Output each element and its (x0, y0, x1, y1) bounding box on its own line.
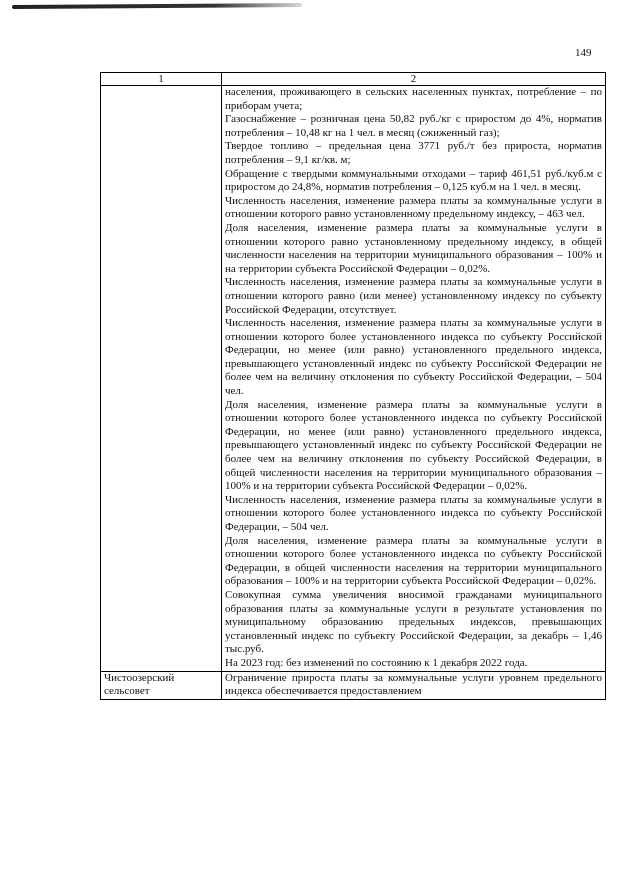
paragraph: населения, проживающего в сельских населенных пунктах, потребление – по приборам учета; (225, 86, 602, 112)
measures-cell (222, 86, 606, 672)
paragraph: Численность населения, изменение размера платы за коммунальные услуги в отношении которого равно (или менее) установленному индексу по субъекту Российской Федерации, отсутствует. (225, 276, 602, 316)
column-header-2: 2 (222, 73, 606, 86)
table-header-row (101, 73, 606, 86)
scan-edge-mark (12, 3, 302, 9)
municipality-cell: Чистоозерский сельсовет (101, 671, 222, 699)
paragraph: Доля населения, изменение размера платы за коммунальные услуги в отношении которого равно установленному предельному индексу, в общей численности населения на территории муниципального образования – 100% и на территории субъекта Российской Федерации – 0,02%. (225, 221, 602, 275)
paragraph: Твердое топливо – предельная цена 3771 руб./т без прироста, норматив потребления – 9,1 кг/кв. м; (225, 140, 602, 166)
page-number: 149 (575, 47, 592, 59)
table-row (101, 671, 606, 699)
paragraph: Доля населения, изменение размера платы за коммунальные услуги в отношении которого более установленного индекса по субъекту Российской Федерации, но менее (или равно) установленного предельного индекса, превышающего установленный индекс по субъекту Российской Федерации не более чем на величину отклонения по субъекту Российской Федерации, в общей численности населения на территории муниципального образования – 100% и на территории субъекта Российской Федерации – 0,02%. (225, 398, 602, 493)
column-header-1: 1 (101, 73, 222, 86)
paragraph: Газоснабжение – розничная цена 50,82 руб./кг с приростом до 4%, норматив потребления – 10,48 кг на 1 чел. в месяц (сжиженный газ); (225, 113, 602, 139)
paragraph: Численность населения, изменение размера платы за коммунальные услуги в отношении которого более установленного индекса по субъекту Российской Федерации, – 504 чел. (225, 493, 602, 533)
document-table (100, 72, 606, 700)
paragraph: Доля населения, изменение размера платы за коммунальные услуги в отношении которого более установленного индекса по субъекту Российской Федерации, в общей численности населения на территории муниципального образования – 100% и на территории субъекта Российской Федерации – 0,02%. (225, 534, 602, 588)
paragraph: Численность населения, изменение размера платы за коммунальные услуги в отношении которого более установленного индекса по субъекту Российской Федерации, но менее (или равно) установленного предельного индекса, превышающего установленный индекс по субъекту Российской Федерации не более чем на величину отклонения по субъекту Российской Федерации, – 504 чел. (225, 317, 602, 398)
paragraph: Численность населения, изменение размера платы за коммунальные услуги в отношении которого равно установленному предельному индексу, – 463 чел. (225, 194, 602, 221)
table-row (101, 86, 606, 672)
municipality-cell (101, 86, 222, 672)
paragraph: Совокупная сумма увеличения вносимой гражданами муниципального образования платы за коммунальные услуги в результате установления по муниципальному образованию предельных индексов, превышающих установленный индекс по субъекту Российской Федерации, за декабрь – 1,46 тыс.руб. (225, 588, 602, 656)
measures-cell (222, 671, 606, 699)
paragraph: Ограничение прироста платы за коммунальные услуги уровнем предельного индекса обеспечивается предоставлением (225, 671, 602, 698)
paragraph: Обращение с твердыми коммунальными отходами – тариф 461,51 руб./куб.м с приростом до 24,8%, норматив потребления – 0,125 куб.м на 1 чел. в месяц. (225, 167, 602, 194)
paragraph: На 2023 год: без изменений по состоянию к 1 декабря 2022 года. (225, 656, 528, 669)
